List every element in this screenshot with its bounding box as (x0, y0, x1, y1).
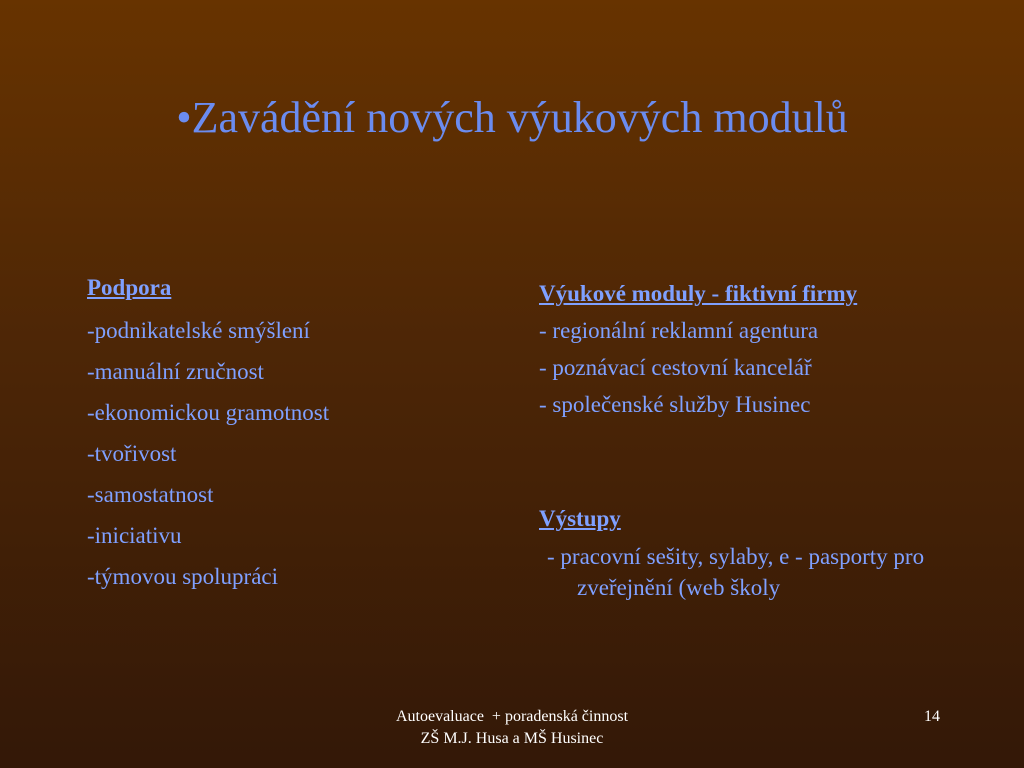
outputs-section (539, 501, 979, 603)
support-item: -iniciativu (87, 523, 182, 548)
support-item: -podnikatelské smýšlení (87, 318, 310, 343)
modules-list (539, 276, 979, 423)
module-item: - regionální reklamní agentura (539, 318, 819, 343)
module-item: - společenské služby Husinec (539, 392, 811, 417)
support-item: -samostatnost (87, 482, 214, 507)
footer (312, 706, 712, 750)
outputs-text: - pracovní sešity, sylaby, e - pasporty pro zveřejnění (web školy (547, 544, 925, 600)
slide-number: 14 (924, 708, 940, 725)
support-item: -tvořivost (87, 441, 177, 466)
support-item: -týmovou spolupráci (87, 564, 278, 589)
outputs-heading: Výstupy (539, 506, 621, 531)
slide-title: •Zavádění nových výukových modulů (176, 93, 848, 142)
footer-line: Autoevaluace + poradenská činnost (395, 708, 629, 725)
footer-line: ZŠ M.J. Husa a MŠ Husinec (420, 730, 604, 747)
support-heading: Podpora (87, 275, 172, 300)
support-item: -manuální zručnost (87, 359, 264, 384)
support-item: -ekonomickou gramotnost (87, 400, 330, 425)
module-item: - poznávací cestovní kancelář (539, 355, 812, 380)
modules-heading: Výukové moduly - fiktivní firmy (539, 281, 858, 306)
support-list (87, 270, 507, 597)
